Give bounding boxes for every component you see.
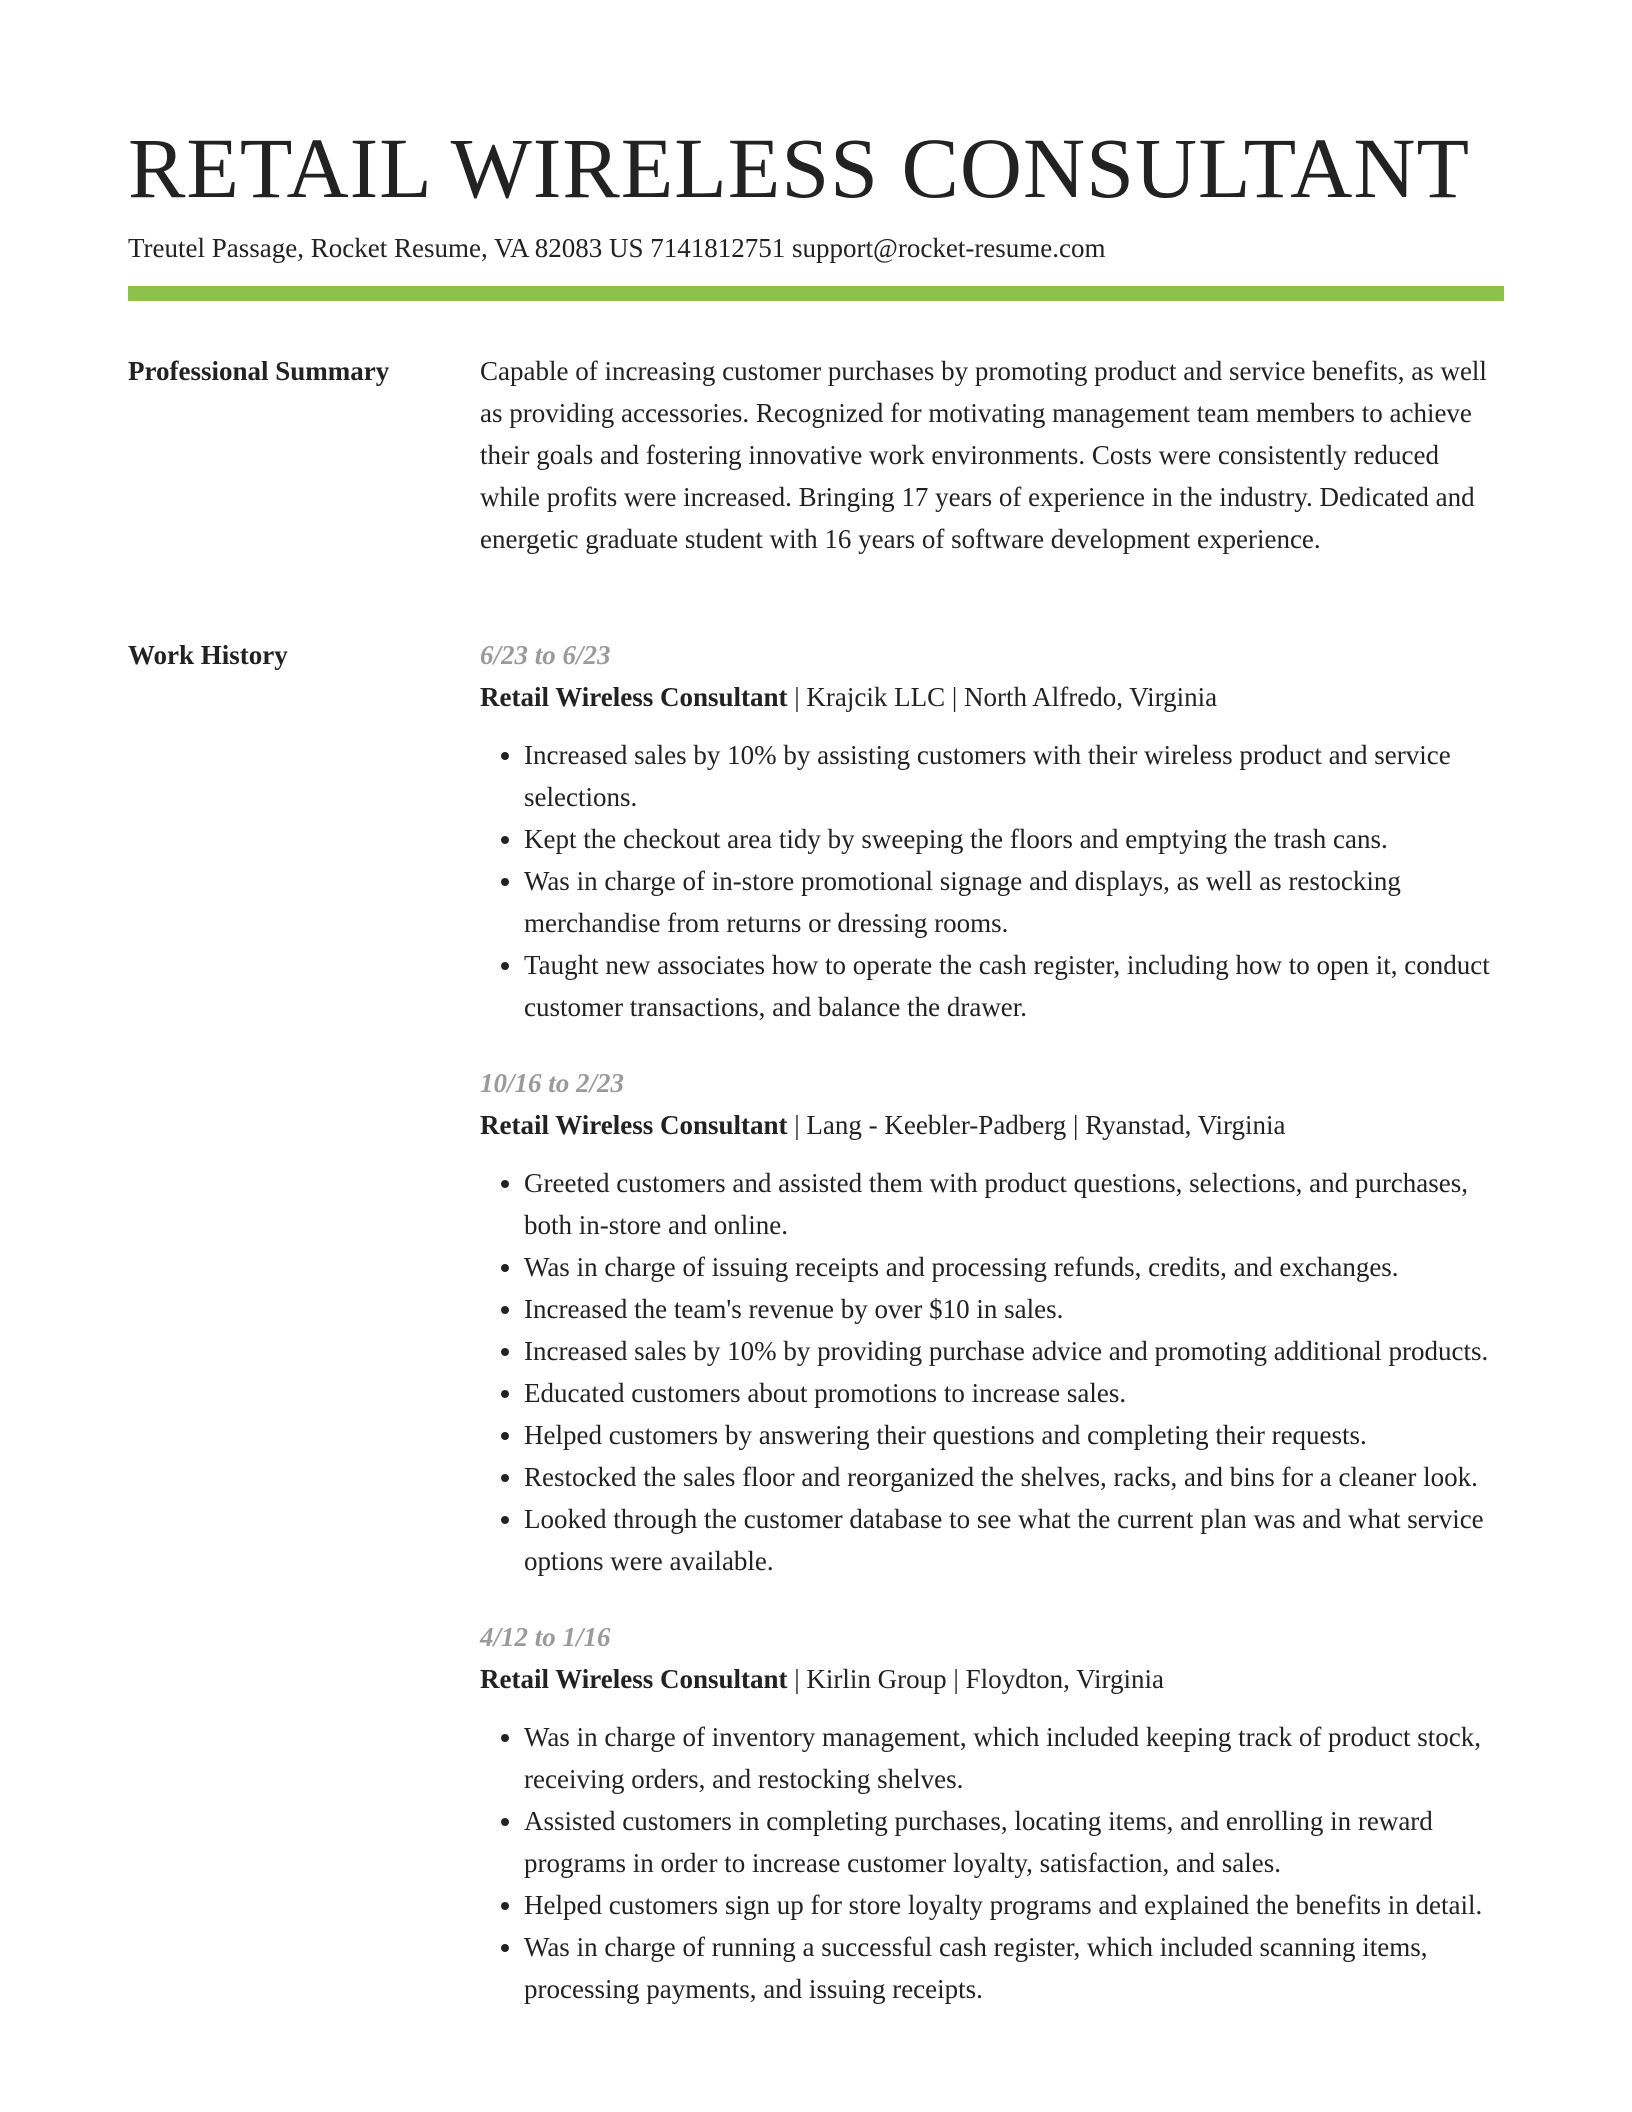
job-role: Retail Wireless Consultant <box>480 682 788 712</box>
job-bullet: • Was in charge of inventory management, which included keeping track of product stock, receiving orders, and restocking shelves. <box>524 1716 1504 1800</box>
job-dates: 6/23 to 6/23 <box>480 640 611 670</box>
job-heading <box>480 676 1504 718</box>
job-bullet: • Restocked the sales floor and reorganized the shelves, racks, and bins for a cleaner look. <box>524 1456 1504 1498</box>
header-divider <box>128 286 1504 301</box>
job-heading <box>480 1658 1504 1700</box>
summary-heading: Professional Summary <box>128 356 390 386</box>
job-bullet: • Was in charge of running a successful cash register, which included scanning items, processing payments, and issuing receipts. <box>524 1926 1504 2010</box>
job-bullets <box>480 1162 1504 1582</box>
job-bullet: • Increased the team's revenue by over $10 in sales. <box>524 1288 1504 1330</box>
job-bullet: • Helped customers by answering their questions and completing their requests. <box>524 1414 1504 1456</box>
contact-info: Treutel Passage, Rocket Resume, VA 82083 US 7141812751 support@rocket-resume.com <box>128 233 1106 263</box>
job-bullets <box>480 1716 1504 2010</box>
job-role: Retail Wireless Consultant <box>480 1664 788 1694</box>
job-bullet: • Kept the checkout area tidy by sweeping the floors and emptying the trash cans. <box>524 818 1504 860</box>
job-bullet: • Increased sales by 10% by providing purchase advice and promoting additional products. <box>524 1330 1504 1372</box>
job-entry <box>480 634 1504 1028</box>
job-entry <box>480 1616 1504 2010</box>
job-entry <box>480 1062 1504 1582</box>
resume-title: RETAIL WIRELESS CONSULTANT <box>128 120 1471 216</box>
job-dates: 4/12 to 1/16 <box>480 1622 611 1652</box>
summary-text: Capable of increasing customer purchases by promoting product and service benefits, as well as providing accessories. Recognized for motivating management team members to achieve their goals and fostering innovative work environments. Costs were consistently reduced while profits were increased. Bringing 17 years of experience in the industry. Dedicated and energetic graduate student with 16 years of software development experience. <box>480 356 1487 554</box>
job-dates: 10/16 to 2/23 <box>480 1068 625 1098</box>
job-bullet: • Educated customers about promotions to increase sales. <box>524 1372 1504 1414</box>
job-bullet: • Helped customers sign up for store loyalty programs and explained the benefits in detail. <box>524 1884 1504 1926</box>
job-details: | Kirlin Group | Floydton, Virginia <box>787 1664 1164 1694</box>
job-details: | Lang - Keebler-Padberg | Ryanstad, Virginia <box>787 1110 1286 1140</box>
job-bullet: • Increased sales by 10% by assisting customers with their wireless product and service selections. <box>524 734 1504 818</box>
job-details: | Krajcik LLC | North Alfredo, Virginia <box>787 682 1218 712</box>
job-bullet: • Was in charge of issuing receipts and processing refunds, credits, and exchanges. <box>524 1246 1504 1288</box>
job-bullet: • Assisted customers in completing purchases, locating items, and enrolling in reward programs in order to increase customer loyalty, satisfaction, and sales. <box>524 1800 1504 1884</box>
job-bullet: • Was in charge of in-store promotional signage and displays, as well as restocking merchandise from returns or dressing rooms. <box>524 860 1504 944</box>
work-history <box>480 634 1504 2044</box>
job-role: Retail Wireless Consultant <box>480 1110 788 1140</box>
job-heading <box>480 1104 1504 1146</box>
job-bullet: • Looked through the customer database to see what the current plan was and what service options were available. <box>524 1498 1504 1582</box>
job-bullet: • Greeted customers and assisted them with product questions, selections, and purchases, both in-store and online. <box>524 1162 1504 1246</box>
job-bullet: • Taught new associates how to operate the cash register, including how to open it, conduct customer transactions, and balance the drawer. <box>524 944 1504 1028</box>
work-history-heading: Work History <box>128 640 288 670</box>
job-bullets <box>480 734 1504 1028</box>
